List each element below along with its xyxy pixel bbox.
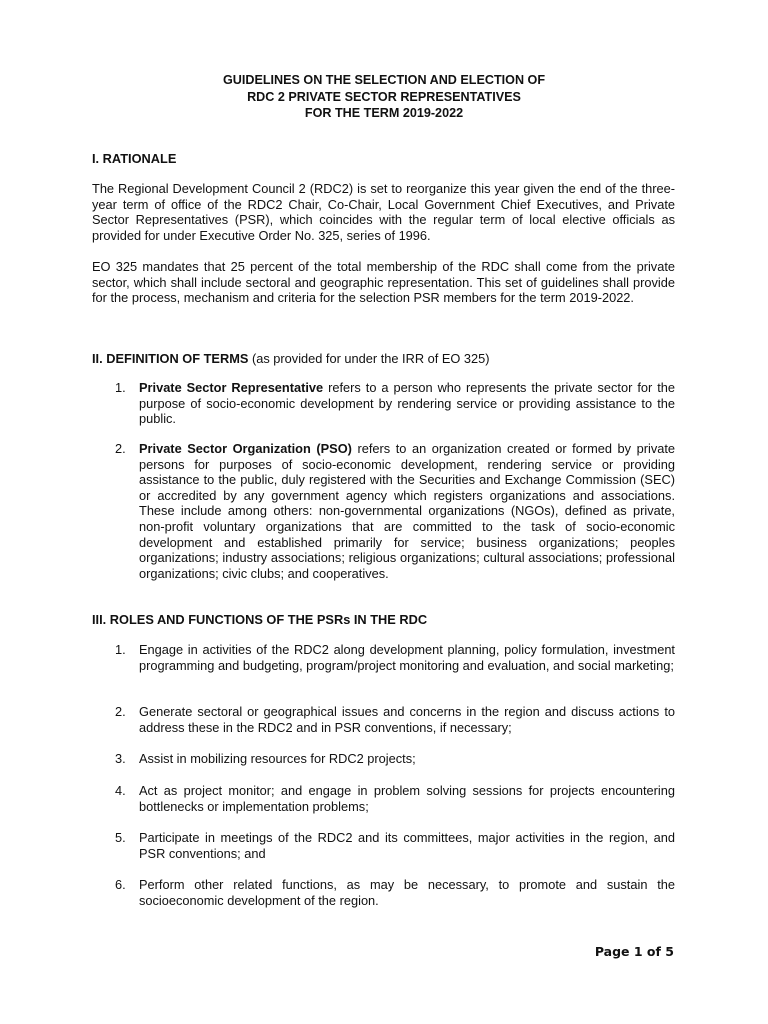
item-text: Perform other related functions, as may be necessary, to promote and sustain the socioeconomic development of the region.	[139, 877, 675, 908]
item-text	[139, 441, 675, 581]
role-item	[92, 830, 675, 861]
role-item	[92, 751, 675, 767]
section-2-heading-note: (as provided for under the IRR of EO 325)	[248, 351, 490, 366]
title-line-1: GUIDELINES ON THE SELECTION AND ELECTION OF	[222, 73, 546, 87]
item-number: 2.	[115, 704, 126, 719]
definition-item	[92, 441, 675, 581]
term-name: Private Sector Organization (PSO)	[139, 441, 352, 456]
item-text: Generate sectoral or geographical issues and concerns in the region and discuss actions to address these in the RDC2 and in PSR conventions, if necessary;	[139, 704, 675, 735]
role-item	[92, 877, 675, 908]
item-number: 6.	[115, 877, 126, 892]
document-title	[0, 72, 768, 122]
page-number: Page 1 of 5	[594, 944, 674, 959]
term-definition: refers to an organization created or formed by private persons for purposes of socio-economic development, rendering service or providing assistance to the public, duly registered with the Securities and Exchange Commission (SEC) or accredited by any government agency which registers organizations and associations. These include among others: non-governmental organizations (NGOs), defined as private, non-profit voluntary organizations that are committed to the task of socio-economic development and established primarily for service; business organizations; peoples organizations; industry associations; religious organizations; cultural associations; professional organizations; civic clubs; and cooperatives.	[139, 441, 676, 581]
item-text	[139, 380, 675, 427]
definition-item	[92, 380, 675, 427]
section-2-heading-title: II. DEFINITION OF TERMS	[92, 351, 249, 366]
title-line-2: RDC 2 PRIVATE SECTOR REPRESENTATIVES	[247, 89, 521, 104]
title-line-3: FOR THE TERM 2019-2022	[304, 106, 464, 120]
item-number: 2.	[115, 441, 126, 456]
item-text: Participate in meetings of the RDC2 and its committees, major activities in the region, and PSR conventions; and	[139, 830, 675, 861]
role-item	[92, 704, 675, 735]
section-1-heading: I. RATIONALE	[92, 151, 177, 166]
rationale-paragraph-1: The Regional Development Council 2 (RDC2) is set to reorganize this year given the end of the three-year term of office of the RDC2 Chair, Co-Chair, Local Government Chief Executives, and Private Sector Representatives (PSR), which coincides with the regular term of local elective officials as provided for under Executive Order No. 325, series of 1996.	[92, 181, 675, 243]
role-item	[92, 642, 675, 673]
item-number: 1.	[115, 642, 126, 657]
role-item	[92, 783, 675, 814]
item-number: 5.	[115, 830, 126, 845]
term-name: Private Sector Representative	[139, 380, 324, 395]
item-text: Assist in mobilizing resources for RDC2 projects;	[139, 751, 416, 766]
term-definition: refers to a person who represents the private sector for the purpose of socio-economic development by rendering service or providing assistance to the public.	[139, 380, 675, 427]
item-text: Engage in activities of the RDC2 along development planning, policy formulation, investment programming and budgeting, program/project monitoring and evaluation, and social marketing;	[139, 642, 675, 673]
section-2-heading	[92, 351, 490, 367]
section-3-heading: III. ROLES AND FUNCTIONS OF THE PSRs IN THE RDC	[92, 612, 428, 627]
item-text: Act as project monitor; and engage in problem solving sessions for projects encountering bottlenecks or implementation problems;	[139, 783, 675, 814]
item-number: 1.	[115, 380, 126, 395]
item-number: 3.	[115, 751, 126, 766]
item-number: 4.	[115, 783, 126, 798]
rationale-paragraph-2: EO 325 mandates that 25 percent of the total membership of the RDC shall come from the private sector, which shall include sectoral and geographic representation. This set of guidelines shall provide for the process, mechanism and criteria for the selection PSR members for the term 2019-2022.	[92, 259, 675, 306]
